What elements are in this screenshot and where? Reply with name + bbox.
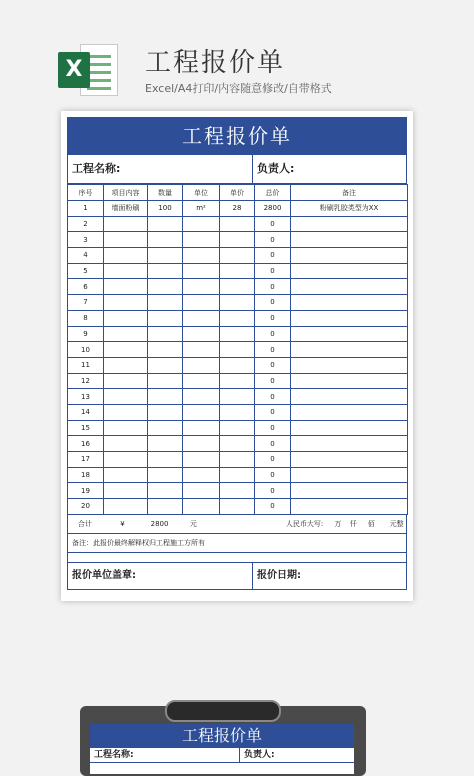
row-qty-cell [148,232,183,248]
table-row [68,467,408,483]
row-total-cell: 0 [255,248,291,264]
quote-sheet [67,117,407,590]
preview-owner-label: 负责人: [244,750,275,760]
row-qty-cell [148,452,183,468]
rmb-yuan-zheng: 元整 [389,519,404,528]
row-remark-cell [291,310,408,326]
row-index-cell: 14 [68,404,104,420]
row-total-cell: 0 [255,467,291,483]
row-unit-cell [183,279,220,295]
row-price-cell [220,310,255,326]
row-item-cell [104,295,148,311]
rmb-qian: 仟 [349,519,357,528]
row-item-cell [104,263,148,279]
row-remark-cell [291,389,408,405]
row-unit-cell [183,263,220,279]
row-index-cell: 3 [68,232,104,248]
row-index-cell: 4 [68,248,104,264]
row-qty-cell [148,295,183,311]
table-row [68,373,408,389]
row-unit-cell [183,389,220,405]
row-remark-cell [291,373,408,389]
row-remark-cell [291,279,408,295]
row-remark-cell [291,357,408,373]
row-price-cell [220,389,255,405]
row-price-cell [220,263,255,279]
row-total-cell: 0 [255,483,291,499]
row-price-cell [220,326,255,342]
row-total-cell: 0 [255,389,291,405]
total-currency: ¥ [120,519,125,528]
rmb-uppercase-label: 人民币大写: [285,519,324,528]
table-row [68,248,408,264]
row-remark-cell [291,404,408,420]
row-qty-cell [148,499,183,515]
total-label: 合计 [77,519,92,528]
row-index-cell: 6 [68,279,104,295]
preview-project-label: 工程名称: [90,748,240,762]
table-row [68,452,408,468]
row-index-cell: 17 [68,452,104,468]
row-unit-cell [183,436,220,452]
row-item-cell [104,436,148,452]
page-subtitle: Excel/A4打印/内容随意修改/自带格式 [145,82,332,95]
row-remark-cell [291,499,408,515]
row-total-cell: 0 [255,357,291,373]
row-remark-cell [291,326,408,342]
row-qty-cell [148,404,183,420]
col-header-item: 项目内容 [104,185,148,201]
row-item-cell [104,483,148,499]
table-row [68,499,408,515]
row-index-cell: 15 [68,420,104,436]
row-total-cell: 0 [255,326,291,342]
row-price-cell [220,357,255,373]
row-index-cell: 19 [68,483,104,499]
row-remark-cell [291,467,408,483]
col-header-qty: 数量 [148,185,183,201]
row-item-cell [104,452,148,468]
row-item-cell [104,310,148,326]
row-remark-cell [291,295,408,311]
row-price-cell [220,420,255,436]
info-row [67,155,407,184]
row-total-cell: 0 [255,342,291,358]
col-header-price: 单价 [220,185,255,201]
page-header [0,0,474,110]
row-remark-cell [291,248,408,264]
row-index-cell: 1 [68,201,104,217]
row-qty-cell [148,483,183,499]
row-item-cell [104,373,148,389]
table-row [68,279,408,295]
row-total-cell: 0 [255,420,291,436]
rmb-bai: 佰 [367,519,375,528]
row-price-cell [220,216,255,232]
row-remark-cell [291,436,408,452]
row-price-cell [220,295,255,311]
row-unit-cell [183,404,220,420]
sign-row [67,562,407,590]
row-total-cell: 0 [255,232,291,248]
row-index-cell: 2 [68,216,104,232]
col-header-total: 总价 [255,185,291,201]
row-qty-cell [148,326,183,342]
blank-row [67,553,407,562]
row-remark-cell [291,452,408,468]
row-qty-cell [148,310,183,326]
row-price-cell [220,483,255,499]
row-total-cell: 0 [255,263,291,279]
row-unit-cell [183,248,220,264]
table-row [68,216,408,232]
row-unit-cell [183,342,220,358]
excel-icon [58,44,120,96]
row-unit-cell [183,467,220,483]
clipboard-clip [165,700,281,722]
row-unit-cell: m² [183,201,220,217]
row-qty-cell [148,279,183,295]
row-index-cell: 20 [68,499,104,515]
quote-date-label: 报价日期: [257,569,301,581]
row-index-cell: 8 [68,310,104,326]
row-index-cell: 7 [68,295,104,311]
clipboard-preview [90,724,354,774]
total-row [67,515,407,534]
sheet-banner: 工程报价单 [67,117,407,155]
row-remark-cell [291,232,408,248]
row-remark-cell [291,342,408,358]
quote-table [67,184,408,515]
row-item-cell [104,326,148,342]
total-amount: 2800 [150,519,169,528]
row-item-cell [104,499,148,515]
row-index-cell: 13 [68,389,104,405]
row-unit-cell [183,357,220,373]
row-index-cell: 10 [68,342,104,358]
document-preview [61,111,413,601]
note-row: 备注：此报价最终解释权归工程施工方所有 [67,534,407,553]
row-qty-cell [148,263,183,279]
row-qty-cell [148,420,183,436]
row-total-cell: 0 [255,310,291,326]
row-qty-cell [148,467,183,483]
row-unit-cell [183,499,220,515]
row-item-cell [104,279,148,295]
row-total-cell: 0 [255,436,291,452]
row-item-cell [104,248,148,264]
row-total-cell: 0 [255,279,291,295]
row-item-cell [104,216,148,232]
row-qty-cell [148,389,183,405]
col-header-unit: 单位 [183,185,220,201]
row-price-cell [220,436,255,452]
col-header-remark: 备注 [291,185,408,201]
preview-info-row [90,748,354,763]
row-qty-cell [148,373,183,389]
row-price-cell: 28 [220,201,255,217]
row-price-cell [220,452,255,468]
row-total-cell: 2800 [255,201,291,217]
row-price-cell [220,499,255,515]
row-price-cell [220,467,255,483]
table-row [68,483,408,499]
row-remark-cell [291,263,408,279]
total-unit: 元 [189,519,197,528]
table-header-row [68,185,408,201]
row-item-cell [104,420,148,436]
excel-x-glyph: X [58,52,90,88]
row-total-cell: 0 [255,373,291,389]
table-row [68,263,408,279]
row-unit-cell [183,232,220,248]
row-qty-cell [148,342,183,358]
table-row [68,310,408,326]
row-item-cell [104,467,148,483]
row-qty-cell [148,216,183,232]
row-item-cell: 墙面粉刷 [104,201,148,217]
table-row [68,389,408,405]
row-unit-cell [183,216,220,232]
table-row [68,326,408,342]
row-item-cell [104,389,148,405]
table-row [68,295,408,311]
row-total-cell: 0 [255,452,291,468]
table-row [68,436,408,452]
row-total-cell: 0 [255,499,291,515]
company-seal-label: 报价单位盖章: [68,563,253,589]
rmb-wan: 万 [334,519,342,528]
row-remark-cell: 粉刷乳胶类型为XX [291,201,408,217]
row-price-cell [220,342,255,358]
row-unit-cell [183,373,220,389]
row-remark-cell [291,216,408,232]
row-index-cell: 5 [68,263,104,279]
row-item-cell [104,232,148,248]
row-index-cell: 16 [68,436,104,452]
row-total-cell: 0 [255,295,291,311]
row-qty-cell [148,248,183,264]
row-qty-cell [148,357,183,373]
row-price-cell [220,232,255,248]
row-qty-cell [148,436,183,452]
page-title: 工程报价单 [145,48,286,78]
row-unit-cell [183,420,220,436]
row-remark-cell [291,483,408,499]
row-index-cell: 11 [68,357,104,373]
row-unit-cell [183,295,220,311]
row-price-cell [220,248,255,264]
owner-label: 负责人: [257,162,295,175]
row-unit-cell [183,326,220,342]
row-price-cell [220,404,255,420]
row-total-cell: 0 [255,404,291,420]
row-item-cell [104,404,148,420]
table-row [68,404,408,420]
row-remark-cell [291,420,408,436]
row-item-cell [104,357,148,373]
row-total-cell: 0 [255,216,291,232]
table-row [68,232,408,248]
row-unit-cell [183,483,220,499]
table-row [68,201,408,217]
row-unit-cell [183,310,220,326]
project-name-label: 工程名称: [68,155,253,183]
preview-banner: 工程报价单 [90,724,354,748]
table-row [68,342,408,358]
col-header-index: 序号 [68,185,104,201]
row-item-cell [104,342,148,358]
row-price-cell [220,279,255,295]
row-index-cell: 18 [68,467,104,483]
row-unit-cell [183,452,220,468]
row-index-cell: 9 [68,326,104,342]
table-row [68,357,408,373]
row-index-cell: 12 [68,373,104,389]
table-row [68,420,408,436]
row-price-cell [220,373,255,389]
row-qty-cell: 100 [148,201,183,217]
